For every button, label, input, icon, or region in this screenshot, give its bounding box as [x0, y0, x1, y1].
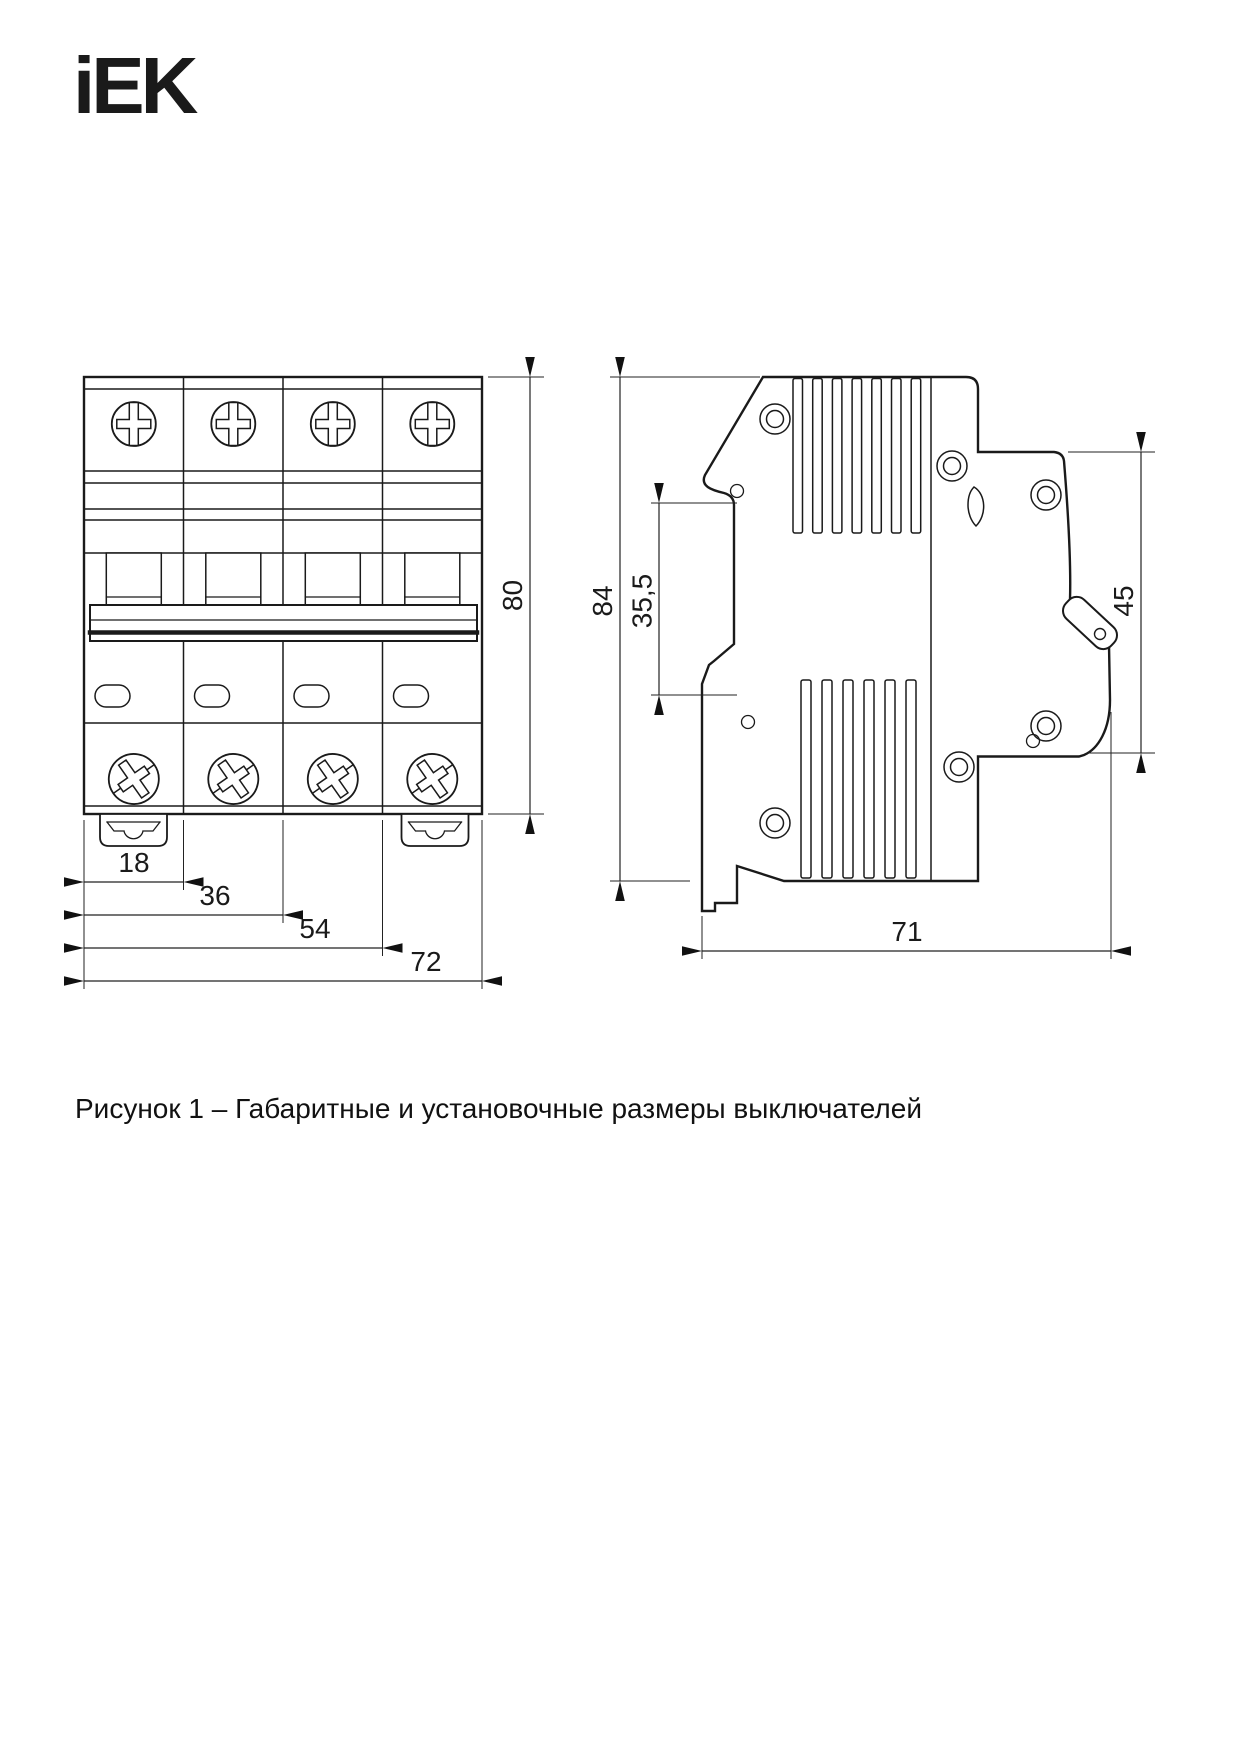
dim-45: 45: [1108, 585, 1139, 617]
screw-icon: [99, 744, 169, 814]
screw-icon: [311, 402, 355, 446]
screw-icon: [198, 744, 268, 814]
dim-54: 54: [299, 913, 331, 944]
dim-36: 36: [199, 880, 231, 911]
din-clip-front: [100, 814, 469, 846]
screw-icon: [397, 744, 467, 814]
front-view-dimensions: [84, 377, 544, 989]
dim-72: 72: [410, 946, 442, 977]
iek-logo: iEK: [73, 41, 195, 130]
screw-icon: [298, 744, 368, 814]
ventilation-slots-top: [793, 379, 921, 534]
breaker-front-view: [84, 377, 482, 846]
screw-icon: [112, 402, 156, 446]
figure-caption: Рисунок 1 – Габаритные и установочные размеры выключателей: [75, 1093, 922, 1124]
breaker-side-view: [702, 377, 1122, 911]
screw-icon: [211, 402, 255, 446]
toggle-tie-bar: [90, 605, 477, 641]
label-windows: [95, 685, 429, 707]
dim-18: 18: [118, 847, 150, 878]
dim-71: 71: [891, 916, 923, 947]
screw-icon: [410, 402, 454, 446]
dim-80: 80: [497, 579, 528, 612]
dim-84: 84: [587, 585, 618, 617]
dim-35-5: 35,5: [626, 573, 658, 629]
